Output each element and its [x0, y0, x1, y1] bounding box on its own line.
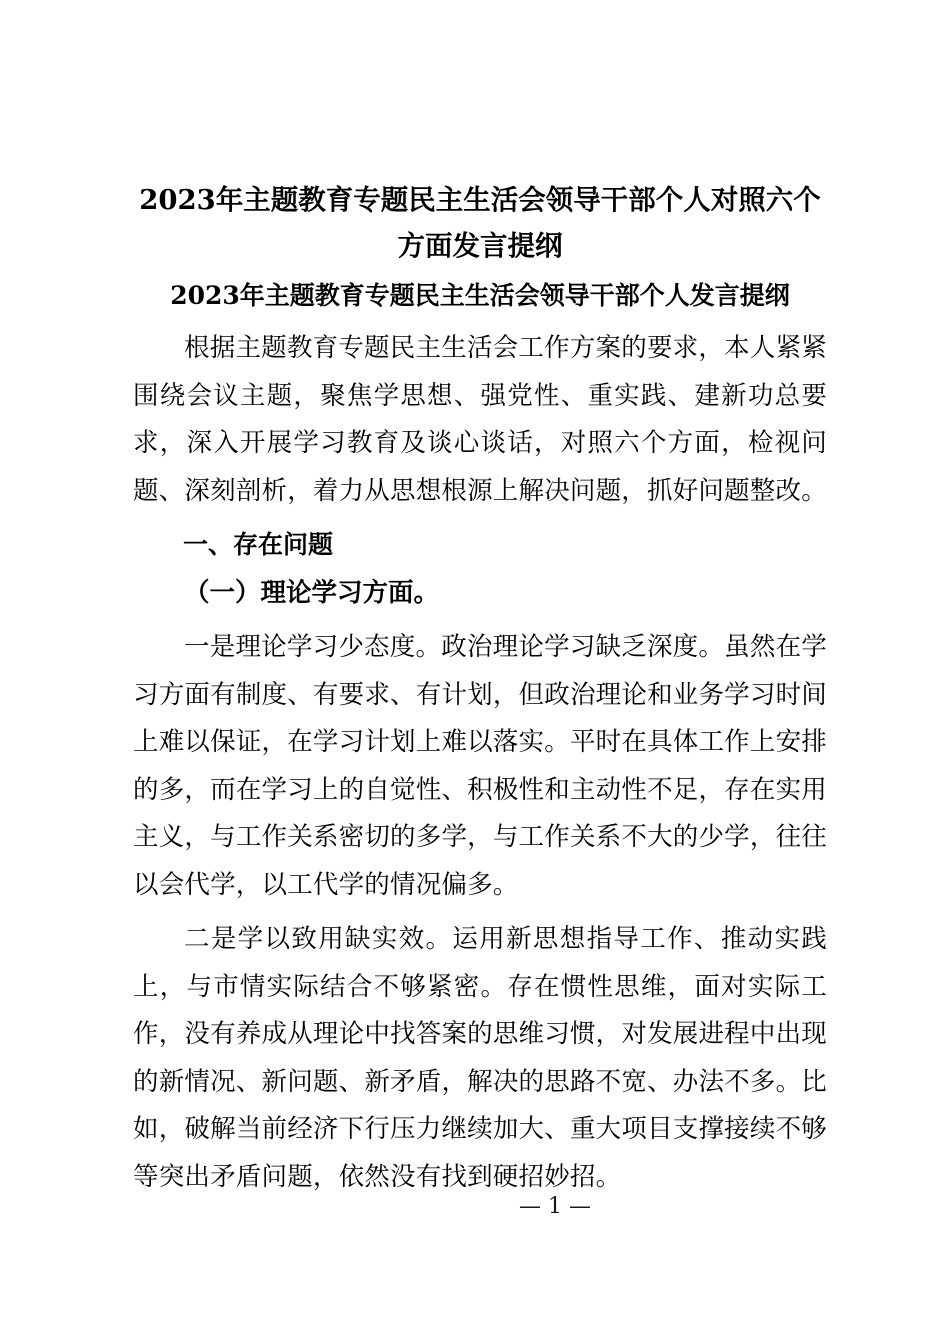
page-footer: [133, 1192, 827, 1222]
document-body: [133, 0, 827, 1201]
page-number: — 1 —: [519, 1194, 591, 1219]
document-subtitle: 2023年主题教育专题民主生活会领导干部个人发言提纲: [170, 281, 790, 310]
sub-heading-theoretical-study: （一）理论学习方面。: [184, 577, 440, 608]
section-heading-existing-problems: 一、存在问题: [183, 530, 334, 559]
body-paragraph-1: 一是理论学习少态度。政治理论学习缺乏深度。虽然在学习方面有制度、有要求、有计划，但政治理论和业务学习时间上难以保证，在学习计划上难以落实。平时在具体工作上安排的多，而在学习上的自觉性、积极性和主动性不足，存在实用主义，与工作关系密切的多学，与工作关系不大的少学，往往以会代学，以工代学的情况偏多。: [133, 632, 827, 900]
intro-paragraph: 根据主题教育专题民主生活会工作方案的要求，本人紧紧围绕会议主题，聚焦学思想、强党性、重实践、建新功总要求，深入开展学习教育及谈心谈话，对照六个方面，检视问题、深刻剖析，着力从思想根源上解决问题，抓好问题整改。: [133, 333, 827, 506]
document-title: 2023年主题教育专题民主生活会领导干部个人对照六个方面发言提纲: [139, 184, 821, 262]
body-paragraph-2: 二是学以致用缺实效。运用新思想指导工作、推动实践上，与市情实际结合不够紧密。存在惯性思维，面对实际工作，没有养成从理论中找答案的思维习惯，对发展进程中出现的新情况、新问题、新矛盾，解决的思路不宽、办法不多。比如，破解当前经济下行压力继续加大、重大项目支撑接续不够等突出矛盾问题，依然没有找到硬招妙招。: [133, 924, 827, 1192]
